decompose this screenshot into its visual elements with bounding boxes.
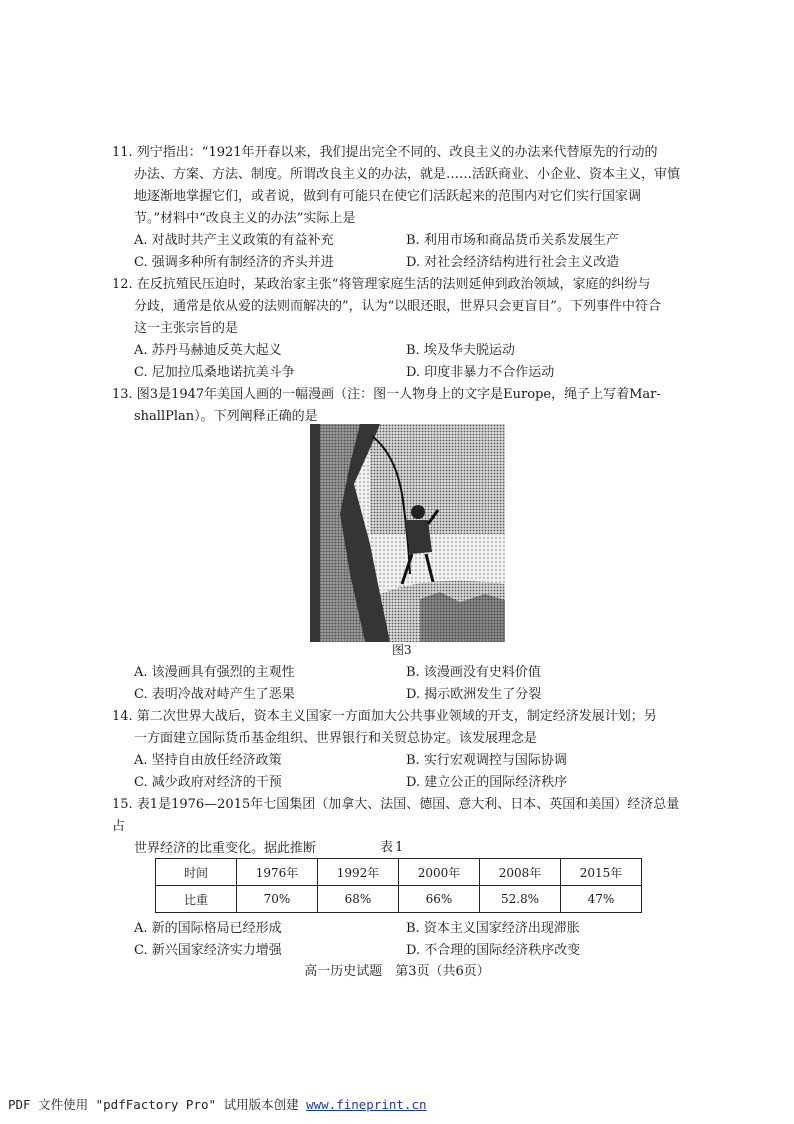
option-b: B. 资本主义国家经济出现滞胀 xyxy=(406,921,580,936)
pdf-notice xyxy=(8,1095,427,1113)
option-a: A. 苏丹马赫迪反英大起义 xyxy=(134,343,282,358)
question-text-line: 15. 表1是1976—2015年七国集团（加拿大、法国、德国、意大利、日本、英国和美国）经济总量占 xyxy=(112,797,680,834)
question-15-options xyxy=(134,918,682,962)
question-13-options xyxy=(134,662,682,706)
question-text-line: 世界经济的比重变化。据此推断 xyxy=(134,841,317,856)
table-row-header xyxy=(156,859,642,886)
option-c: C. 尼加拉瓜桑地诺抗美斗争 xyxy=(134,365,295,380)
option-c: C. 新兴国家经济实力增强 xyxy=(134,943,282,958)
fineprint-link[interactable]: www.fineprint.cn xyxy=(306,1097,427,1112)
question-12 xyxy=(112,274,682,340)
option-c: C. 表明冷战对峙产生了恶果 xyxy=(134,687,295,702)
cartoon-figure xyxy=(310,424,505,642)
option-d: D. 印度非暴力不合作运动 xyxy=(406,365,555,380)
table-cell: 比重 xyxy=(156,886,237,913)
option-d: D. 对社会经济结构进行社会主义改造 xyxy=(406,255,620,270)
table-cell: 2008年 xyxy=(480,859,561,886)
option-b: B. 利用市场和商品货币关系发展生产 xyxy=(406,233,619,248)
question-text-line: 这一主张宗旨的是 xyxy=(134,321,239,336)
table-cell: 52.8% xyxy=(480,886,561,913)
table-cell: 70% xyxy=(237,886,318,913)
page-footer: 高一历史试题 第3页（共6页） xyxy=(304,964,490,979)
data-table xyxy=(155,858,642,913)
option-b: B. 埃及华夫脱运动 xyxy=(406,343,515,358)
option-d: D. 建立公正的国际经济秩序 xyxy=(406,775,568,790)
question-12-options xyxy=(134,340,682,384)
option-b: B. 实行宏观调控与国际协调 xyxy=(406,753,567,768)
table-cell: 2000年 xyxy=(399,859,480,886)
question-14-options xyxy=(134,750,682,794)
question-text-line: 14. 第二次世界大战后，资本主义国家一方面加大公共事业领域的开支，制定经济发展计划；另 xyxy=(112,709,657,724)
option-a: A. 该漫画具有强烈的主观性 xyxy=(134,665,295,680)
question-text-line: shallPlan）。下列阐释正确的是 xyxy=(134,409,318,424)
question-text-line: 节。”材料中“改良主义的办法”实际上是 xyxy=(134,211,356,226)
question-11 xyxy=(112,142,682,230)
question-text-line: 11. 列宁指出：“1921年开春以来，我们提出完全不同的、改良主义的办法来代替原先的行动的 xyxy=(112,145,658,160)
pdf-notice-text: PDF 文件使用 "pdfFactory Pro" 试用版本创建 xyxy=(8,1097,307,1112)
question-text-line: 分歧，通常是依从爱的法则而解决的”，认为“以眼还眼，世界只会更盲目”。下列事件中符合 xyxy=(134,299,661,314)
table-row xyxy=(156,886,642,913)
table-cell: 1976年 xyxy=(237,859,318,886)
option-a: A. 新的国际格局已经形成 xyxy=(134,921,282,936)
question-text-line: 13. 图3是1947年美国人画的一幅漫画（注：图一人物身上的文字是Europe，绳子上写着Mar- xyxy=(112,387,661,402)
figure-caption: 图3 xyxy=(392,643,412,657)
table-cell: 时间 xyxy=(156,859,237,886)
option-c: C. 强调多种所有制经济的齐头并进 xyxy=(134,255,334,270)
table-cell: 1992年 xyxy=(318,859,399,886)
option-a: A. 对战时共产主义政策的有益补充 xyxy=(134,233,334,248)
option-d: D. 揭示欧洲发生了分裂 xyxy=(406,687,542,702)
option-b: B. 该漫画没有史料价值 xyxy=(406,665,541,680)
table-cell: 2015年 xyxy=(561,859,642,886)
question-text-line: 12. 在反抗殖民压迫时，某政治家主张“将管理家庭生活的法则延伸到政治领域，家庭的纠纷与 xyxy=(112,277,651,292)
question-13 xyxy=(112,384,682,428)
table-cell: 47% xyxy=(561,886,642,913)
table-caption: 表1 xyxy=(380,840,406,855)
option-d: D. 不合理的国际经济秩序改变 xyxy=(406,943,581,958)
option-c: C. 减少政府对经济的干预 xyxy=(134,775,282,790)
question-text-line: 一方面建立国际货币基金组织、世界银行和关贸总协定。该发展理念是 xyxy=(134,731,538,746)
table-cell: 68% xyxy=(318,886,399,913)
question-text-line: 办法、方案、方法、制度。所谓改良主义的办法，就是……活跃商业、小企业、资本主义，审慎 xyxy=(134,167,681,182)
question-text-line: 地逐渐地掌握它们，或者说，做到有可能只在使它们活跃起来的范围内对它们实行国家调 xyxy=(134,189,642,204)
table-cell: 66% xyxy=(399,886,480,913)
question-11-options xyxy=(134,230,682,274)
option-a: A. 坚持自由放任经济政策 xyxy=(134,753,282,768)
question-14 xyxy=(112,706,682,750)
